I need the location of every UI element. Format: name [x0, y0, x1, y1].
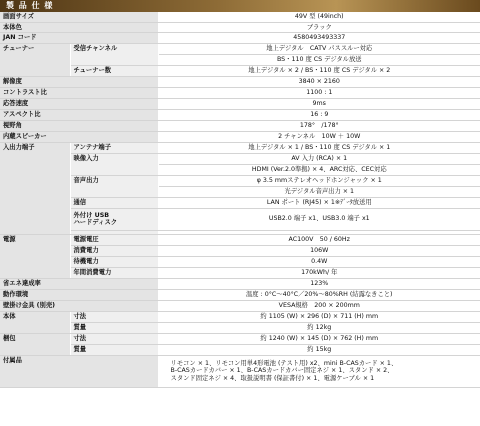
label-aspect: アスペクト比: [0, 109, 158, 120]
value-body-weight: 約 12kg: [158, 322, 480, 333]
row-usb: [0, 208, 480, 230]
value-comm: LAN ポート (RJ45) × 1※ﾃﾞｰﾀ放送用: [158, 197, 480, 208]
row-speaker: [0, 131, 480, 142]
label-body-color: 本体色: [0, 22, 158, 33]
label-usb-line-1: 外付け USB: [73, 211, 110, 219]
value-audio-a: φ 3.5 mmステレオヘッドホンジャック × 1: [158, 175, 480, 186]
label-energy: 省エネ達成率: [0, 278, 158, 289]
value-tuner-count: 地上デジタル × 2 / BS・110 度 CS デジタル × 2: [158, 65, 480, 76]
value-consumption: 106W: [158, 245, 480, 256]
accessories-line-3: スタンド固定ネジ × 4、取扱説明書 (保証書付) × 1、電源ケーブル × 1: [170, 374, 375, 382]
label-antenna: アンテナ端子: [70, 142, 158, 153]
row-package-dim: [0, 333, 480, 344]
label-audio: 音声出力: [70, 175, 158, 197]
label-contrast: コントラスト比: [0, 87, 158, 98]
row-package-weight: [0, 344, 480, 355]
row-tuner-channel-a: [0, 43, 480, 54]
label-power: 電源: [0, 234, 70, 278]
label-tuner: チューナー: [0, 43, 70, 76]
row-resolution: [0, 76, 480, 87]
label-tuner-count: チューナー数: [70, 65, 158, 76]
label-wall: 壁掛け金具 (別売): [0, 300, 158, 311]
accessories-line-1: リモコン × 1、リモコン用単4形電池 (テスト用) x2、mini B-CASカード × 1、: [170, 359, 398, 367]
value-receive-channel-b: BS・110 度 CS デジタル放送: [158, 54, 480, 65]
row-video-a: [0, 153, 480, 164]
row-power-annual: [0, 267, 480, 278]
row-response: [0, 98, 480, 109]
row-audio-a: [0, 175, 480, 186]
value-resolution: 3840 × 2160: [158, 76, 480, 87]
label-usb: [70, 208, 158, 230]
label-screen-size: 画面サイズ: [0, 12, 158, 22]
row-power-voltage: [0, 234, 480, 245]
value-env: 温度 : 0°C〜40°C／20%〜80%RH (結露なきこと): [158, 289, 480, 300]
row-body-weight: [0, 322, 480, 333]
value-body-dim: 約 1105 (W) × 296 (D) × 711 (H) mm: [158, 311, 480, 322]
label-consumption: 消費電力: [70, 245, 158, 256]
label-accessories: 付属品: [0, 355, 158, 387]
label-resolution: 解像度: [0, 76, 158, 87]
value-standby: 0.4W: [158, 256, 480, 267]
accessories-line-2: B-CASカードカバー × 1、B-CASカードカバー固定ネジ × 1、スタンド × 2、: [170, 367, 394, 375]
label-package-weight: 質量: [70, 344, 158, 355]
label-comm: 通信: [70, 197, 158, 208]
value-voltage: AC100V 50 / 60Hz: [158, 234, 480, 245]
value-energy: 123%: [158, 278, 480, 289]
row-env: [0, 289, 480, 300]
value-wall: VESA規格 200 × 200mm: [158, 300, 480, 311]
label-body-weight: 質量: [70, 322, 158, 333]
row-aspect: [0, 109, 480, 120]
label-jan: JAN コード: [0, 33, 158, 44]
value-body-color: ブラック: [158, 22, 480, 33]
value-video-b: HDMI (Ver.2.0準拠) × 4、ARC対応、CEC対応: [158, 164, 480, 175]
row-body-color: [0, 22, 480, 33]
spec-table: [0, 12, 480, 388]
row-jan: [0, 33, 480, 44]
value-aspect: 16 : 9: [158, 109, 480, 120]
label-video: 映像入力: [70, 153, 158, 175]
label-package: 梱包: [0, 333, 70, 355]
row-power-consumption: [0, 245, 480, 256]
value-speaker: 2 チャンネル 10W ＋ 10W: [158, 131, 480, 142]
value-contrast: 1100 : 1: [158, 87, 480, 98]
label-voltage: 電源電圧: [70, 234, 158, 245]
label-viewing: 視野角: [0, 120, 158, 131]
label-response: 応答速度: [0, 98, 158, 109]
value-viewing: 178° /178°: [158, 120, 480, 131]
label-body-dim: 寸法: [70, 311, 158, 322]
row-energy: [0, 278, 480, 289]
label-speaker: 内蔵スピーカー: [0, 131, 158, 142]
label-annual: 年間消費電力: [70, 267, 158, 278]
row-power-standby: [0, 256, 480, 267]
value-package-dim: 約 1240 (W) × 145 (D) × 762 (H) mm: [158, 333, 480, 344]
value-annual: 170kWh/ 年: [158, 267, 480, 278]
value-accessories: [158, 355, 480, 387]
value-usb: USB2.0 端子 x1、USB3.0 端子 x1: [158, 208, 480, 230]
label-env: 動作環境: [0, 289, 158, 300]
row-screen-size: [0, 12, 480, 22]
row-viewing: [0, 120, 480, 131]
label-inputs: 入出力端子: [0, 142, 70, 234]
label-receive-channel: 受信チャンネル: [70, 43, 158, 65]
value-package-weight: 約 15kg: [158, 344, 480, 355]
label-body: 本体: [0, 311, 70, 333]
row-accessories: [0, 355, 480, 387]
row-body-dim: [0, 311, 480, 322]
spec-header: 製 品 仕 様: [0, 0, 480, 12]
label-usb-line-2: ハードディスク: [73, 219, 118, 226]
row-wall: [0, 300, 480, 311]
row-antenna: [0, 142, 480, 153]
label-standby: 待機電力: [70, 256, 158, 267]
row-contrast: [0, 87, 480, 98]
value-jan: 4580493493337: [158, 33, 480, 44]
value-antenna: 地上デジタル × 1 / BS・110 度 CS デジタル × 1: [158, 142, 480, 153]
row-comm: [0, 197, 480, 208]
value-response: 9ms: [158, 98, 480, 109]
value-receive-channel-a: 地上デジタル CATV パススルー対応: [158, 43, 480, 54]
row-tuner-count: [0, 65, 480, 76]
value-audio-b: 光デジタル音声出力 × 1: [158, 186, 480, 197]
label-package-dim: 寸法: [70, 333, 158, 344]
value-screen-size: 49V 型 (49inch): [158, 12, 480, 22]
value-video-a: AV 入力 (RCA) × 1: [158, 153, 480, 164]
